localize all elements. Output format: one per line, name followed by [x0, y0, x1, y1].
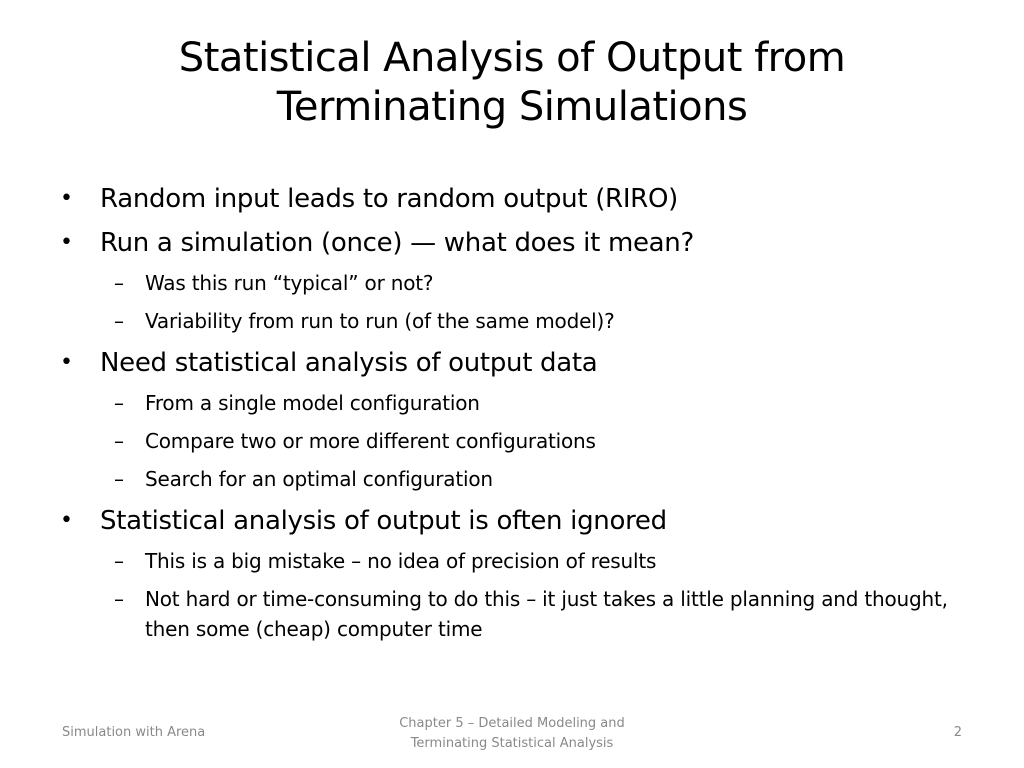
- bullet-item-4: [60, 504, 970, 538]
- bullet-text: Statistical analysis of output is often ignored: [100, 506, 667, 536]
- bullet-icon: •: [60, 350, 73, 375]
- sub-item-text: Compare two or more different configurations: [145, 429, 596, 453]
- sub-item-text: Not hard or time-consuming to do this – it just takes a little planning and thought, then some (cheap) computer time: [145, 587, 948, 641]
- slide-title: [60, 34, 964, 132]
- bullet-icon: •: [60, 508, 73, 533]
- sub-item: [60, 584, 970, 644]
- bullet-item-2: [60, 226, 970, 260]
- dash-icon: –: [114, 467, 124, 491]
- bullet-text: Random input leads to random output (RIRO): [100, 184, 678, 214]
- sub-item-text: From a single model configuration: [145, 391, 480, 415]
- footer-course-title: Simulation with Arena: [62, 725, 206, 740]
- sub-item: [60, 388, 970, 418]
- slide-body: [60, 182, 970, 644]
- dash-icon: –: [114, 271, 124, 295]
- sub-item-text: Variability from run to run (of the same model)?: [145, 309, 615, 333]
- dash-icon: –: [114, 391, 124, 415]
- bullet-icon: •: [60, 186, 73, 211]
- bullet-text: Need statistical analysis of output data: [100, 348, 598, 378]
- sub-item: [60, 546, 970, 576]
- sub-item: [60, 268, 970, 298]
- footer-chapter-line-1: Chapter 5 – Detailed Modeling and: [399, 716, 625, 731]
- bullet-item-3: [60, 346, 970, 380]
- sub-item-text: Was this run “typical” or not?: [145, 271, 434, 295]
- dash-icon: –: [114, 429, 124, 453]
- title-line-1: Statistical Analysis of Output from: [178, 35, 846, 81]
- footer-chapter: [362, 714, 662, 754]
- bullet-icon: •: [60, 230, 73, 255]
- bullet-item-1: [60, 182, 970, 216]
- dash-icon: –: [114, 309, 124, 333]
- title-line-2: Terminating Simulations: [276, 83, 748, 130]
- footer-chapter-line-2: Terminating Statistical Analysis: [410, 736, 614, 751]
- dash-icon: –: [114, 549, 124, 573]
- sub-item: [60, 464, 970, 494]
- bullet-text: Run a simulation (once) — what does it mean?: [100, 228, 694, 258]
- sub-item-text: Search for an optimal configuration: [145, 467, 493, 491]
- dash-icon: –: [114, 587, 124, 611]
- sub-item: [60, 426, 970, 456]
- page-number: 2: [953, 725, 962, 740]
- sub-item-text: This is a big mistake – no idea of precision of results: [145, 549, 657, 573]
- sub-item: [60, 306, 970, 336]
